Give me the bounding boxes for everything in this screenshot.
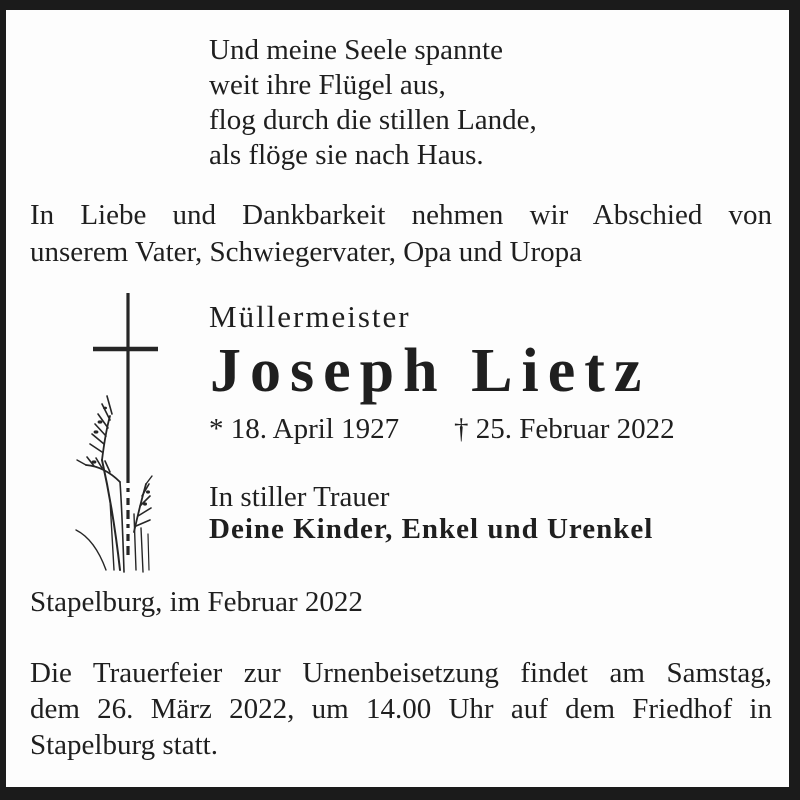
birth-date: * 18. April 1927 [209, 413, 400, 445]
mourning-family: Deine Kinder, Enkel und Urenkel [209, 513, 654, 545]
funeral-details [30, 655, 772, 763]
death-date: † 25. Februar 2022 [454, 413, 675, 445]
funeral-line: Stapelburg statt. [30, 729, 218, 761]
wheat-icon [76, 396, 152, 572]
deceased-name: Joseph Lietz [210, 337, 651, 405]
poem-line: flog durch die stillen Lande, [209, 104, 537, 136]
farewell-line: unserem Vater, Schwiegervater, Opa und Uropa [30, 236, 582, 268]
cross-with-wheat-illustration [50, 282, 190, 582]
place-dateline: Stapelburg, im Februar 2022 [30, 586, 363, 618]
mourning-intro: In stiller Trauer [209, 481, 390, 513]
funeral-line: dem 26. März 2022, um 14.00 Uhr auf dem Friedhof in [30, 693, 772, 725]
poem-line: weit ihre Flügel aus, [209, 69, 446, 101]
poem [209, 33, 537, 173]
farewell-paragraph [30, 197, 772, 271]
farewell-line: In Liebe und Dankbarkeit nehmen wir Abschied von [30, 199, 772, 231]
profession-title: Müllermeister [209, 299, 411, 334]
poem-line: als flöge sie nach Haus. [209, 139, 484, 171]
poem-line: Und meine Seele spannte [209, 34, 503, 66]
funeral-line: Die Trauerfeier zur Urnenbeisetzung findet am Samstag, [30, 657, 772, 689]
obituary-card [6, 10, 789, 787]
